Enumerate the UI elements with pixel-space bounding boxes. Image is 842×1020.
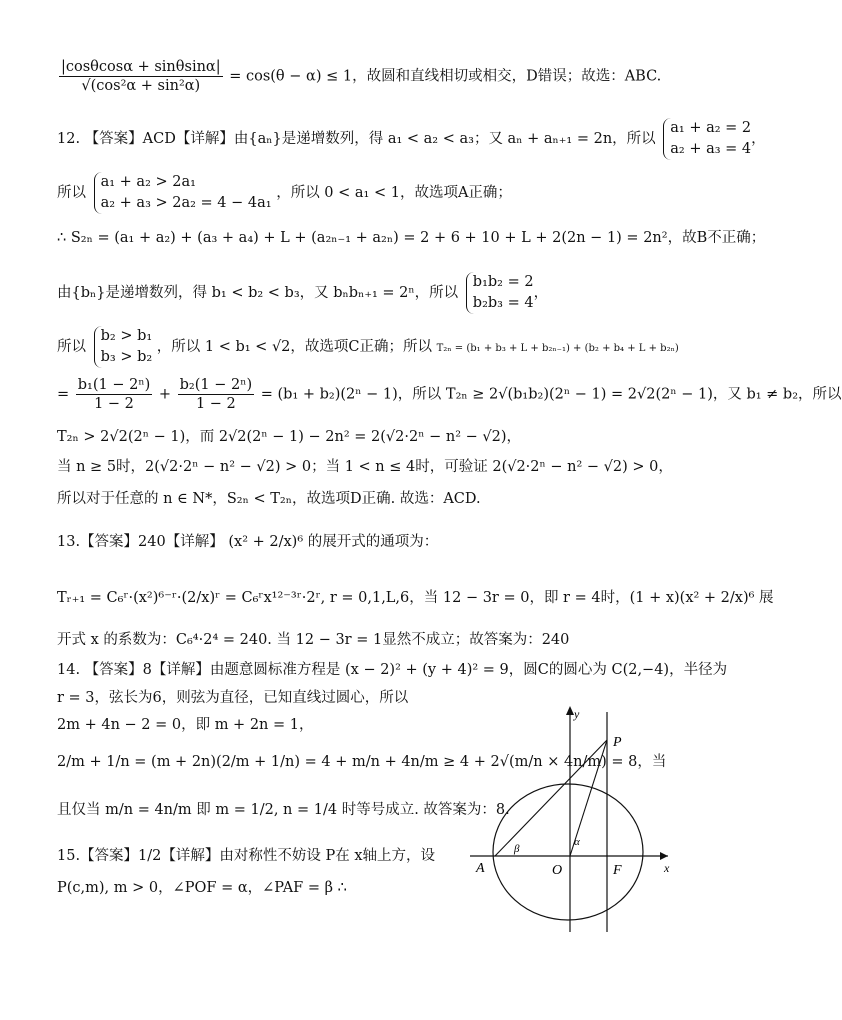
fraction-b1-num: b₁(1 − 2ⁿ) (77, 377, 151, 393)
fraction-b2-den: 1 − 2 (195, 396, 236, 412)
system-2 (94, 172, 272, 214)
q13-head-tail: 的展开式的通项为： (307, 534, 439, 550)
q15-line2 (57, 878, 347, 898)
system-1 (663, 118, 751, 160)
q12-l2-post: ，所以 0 < a₁ < 1，故选项A正确； (276, 185, 512, 201)
label-x: x (664, 861, 670, 875)
q14-l2-text: r = 3，弦长为6，则弦为直径，已知直线过圆心，所以 (57, 690, 409, 706)
label-O: O (552, 863, 563, 878)
line-1 (57, 58, 661, 95)
q12-line3 (57, 228, 765, 248)
q14-l1-text: 14. 【答案】8【详解】由题意圆标准方程是 (x − 2)² + (y + 4)² = 9，圆C的圆心为 C(2,−4)，半径为 (57, 662, 728, 678)
q12-line6: = $\frac{\text{b₁(1 − 2ⁿ)}}{1 - 2}$ + $\frac{\text{b₂(1 − 2ⁿ)}}{1 - 2}$ = (b₁ + b₂)(2ⁿ − 1)，所以 T₂ₙ ≥ 2√(b₁b₂)(2ⁿ − 1) = 2√2(2ⁿ − 1)，又 b₁ ≠ b₂，所以 (57, 377, 842, 412)
segment-AP (495, 740, 607, 856)
q12-l5-pre: 所以 (57, 339, 86, 355)
system-3-eq1: b₁b₂ = 2 (472, 274, 534, 290)
fraction-b1 (76, 376, 153, 413)
q12-l9-text: 所以对于任意的 n ∈ N*，S₂ₙ < T₂ₙ，故选项D正确. 故选：ACD. (57, 491, 481, 507)
fraction-b2 (178, 376, 255, 413)
q13-expr: (x² + 2/x)⁶ (228, 534, 304, 550)
label-alpha: α (574, 836, 580, 848)
system-1-eq1: a₁ + a₂ = 2 (670, 120, 752, 136)
q14-line5 (57, 800, 510, 820)
q15-l2-text: P(c,m), m > 0，∠POF = α，∠PAF = β ∴ (57, 880, 347, 896)
system-4 (94, 326, 153, 368)
fraction-numerator: |cosθcosα + sinθsinα| (61, 59, 221, 75)
q12-line9 (57, 489, 481, 509)
line-1-tail: = cos(θ − α) ≤ 1，故圆和直线相切或相交，D错误；故选：ABC. (229, 68, 662, 85)
system-3-eq2: b₂b₃ = 4 (472, 295, 534, 311)
x-axis-arrow (660, 852, 668, 860)
q15-l1-text: 15.【答案】1/2【详解】由对称性不妨设 P在 x轴上方，设 (57, 848, 436, 864)
q12-l3-text: ∴ S₂ₙ = (a₁ + a₂) + (a₃ + a₄) + L + (a₂ₙ₋₁ + a₂ₙ) = 2 + 6 + 10 + L + 2(2n − 1) = 2n²，故B不正确； (57, 230, 766, 246)
q14-l5-text: 且仅当 m/n = 4n/m 即 m = 1/2, n = 1/4 时等号成立. 故答案为：8. (57, 802, 510, 818)
system-4-eq2: b₃ > b₂ (100, 349, 153, 365)
q14-line3 (57, 715, 313, 735)
label-P: P (613, 735, 622, 750)
q14-line1 (57, 660, 727, 680)
y-axis-arrow (566, 706, 574, 715)
label-beta: β (514, 843, 520, 855)
system-4-eq1: b₂ > b₁ (100, 328, 153, 344)
system-2-eq2: a₂ + a₃ > 2a₂ = 4 − 4a₁ (100, 195, 272, 211)
q12-line5 (57, 326, 679, 368)
q12-line2 (57, 172, 512, 214)
label-y: y (574, 707, 580, 721)
q14-line2 (57, 688, 408, 708)
label-F: F (613, 863, 622, 878)
q13-line2 (57, 588, 774, 608)
q12-l6-tail: = (b₁ + b₂)(2ⁿ − 1)，所以 T₂ₙ ≥ 2√(b₁b₂)(2ⁿ − 1) = 2√2(2ⁿ − 1)，又 b₁ ≠ b₂，所以 (260, 386, 842, 403)
q12-l7-text: T₂ₙ > 2√2(2ⁿ − 1)，而 2√2(2ⁿ − 1) − 2n² = 2(√2·2ⁿ − n² − √2)， (57, 429, 521, 445)
system-3 (466, 272, 534, 314)
label-A: A (476, 861, 485, 876)
q12-l2-pre: 所以 (57, 185, 86, 201)
fraction-b1-den: 1 − 2 (94, 396, 134, 412)
q13-head (57, 532, 438, 552)
q12-l5-post: ，所以 1 < b₁ < √2，故选项C正确；所以 (156, 339, 433, 355)
q12-head: 12. 【答案】ACD【详解】由{aₙ}是递增数列，得 a₁ < a₂ < a₃；又 aₙ + aₙ₊₁ = 2n，所以 a₁ + a₂ = 2 a₂ + a₃ = 4， (57, 118, 766, 160)
fraction-1 (59, 58, 223, 95)
q12-head-text: 12. 【答案】ACD【详解】由{aₙ}是递增数列，得 a₁ < a₂ < a₃；又 aₙ + aₙ₊₁ = 2n，所以 (57, 131, 656, 147)
q12-line7 (57, 427, 521, 447)
system-2-eq1: a₁ + a₂ > 2a₁ (100, 174, 196, 190)
ellipse-figure (468, 700, 683, 935)
q12-line8 (57, 457, 673, 477)
q12-l5-small: T₂ₙ = (b₁ + b₃ + L + b₂ₙ₋₁) + (b₂ + b₄ + L + b₂ₙ) (436, 343, 679, 354)
q13-l3-text: 开式 x 的系数为：C₆⁴·2⁴ = 240. 当 12 − 3r = 1显然不成立；故答案为：240 (57, 632, 570, 648)
q13-head-text: 13.【答案】240【详解】 (57, 534, 224, 550)
q12-line4: 由{bₙ}是递增数列，得 b₁ < b₂ < b₃，又 bₙbₙ₊₁ = 2ⁿ，所以 b₁b₂ = 2 b₂b₃ = 4， (57, 272, 548, 314)
q15-line1 (57, 846, 435, 866)
q13-l2-text: Tᵣ₊₁ = C₆ʳ·(x²)⁶⁻ʳ·(2/x)ʳ = C₆ʳx¹²⁻³ʳ·2ʳ, r = 0,1,L,6，当 12 − 3r = 0，即 r = 4时，(1 + x)(x² + 2/x)⁶ 展 (57, 590, 774, 606)
q14-l3-text: 2m + 4n − 2 = 0，即 m + 2n = 1， (57, 717, 314, 733)
q13-line3 (57, 630, 569, 650)
q12-l8-text: 当 n ≥ 5时，2(√2·2ⁿ − n² − √2) > 0；当 1 < n ≤ 4时，可验证 2(√2·2ⁿ − n² − √2) > 0， (57, 459, 673, 475)
fraction-denominator: √(cos²α + sin²α) (81, 78, 201, 94)
q12-l4-text: 由{bₙ}是递增数列，得 b₁ < b₂ < b₃，又 bₙbₙ₊₁ = 2ⁿ，所以 (57, 285, 459, 301)
q14-l4-text: 2/m + 1/n = (m + 2n)(2/m + 1/n) = 4 + m/n + 4n/m ≥ 4 + 2√(m/n × 4n/m) = 8，当 (57, 754, 667, 770)
system-1-eq2: a₂ + a₃ = 4 (670, 141, 752, 157)
fraction-b2-num: b₂(1 − 2ⁿ) (179, 377, 253, 393)
